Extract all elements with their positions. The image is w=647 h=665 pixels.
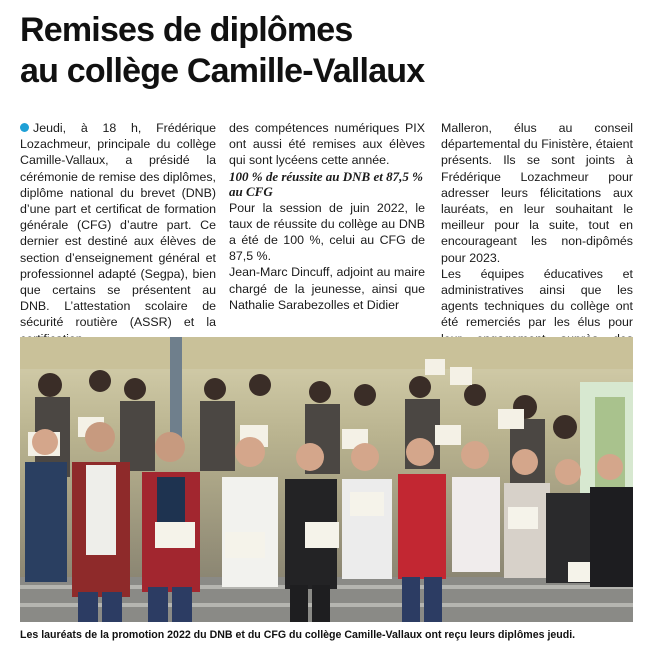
headline-line-1: Remises de diplômes xyxy=(20,11,353,49)
article-paragraph: Pour la session de juin 2022, le taux de réussite du collège au DNB a été de 100 %, celui au CFG de 87,5 %. xyxy=(229,200,425,264)
article-text-col1: Jeudi, à 18 h, Frédérique Lozachmeur, principale du collège Camille-Vallaux, a présidé la cérémonie de remise des diplômes, diplôme national du brevet (DNB) d’une part et certificat de formation générale (CFG) d’autre part. Ce dernier est destiné aux élèves de section d’enseignement général et professionnel adapté (Segpa), bien que certains se présentent au DNB. L’attestation scolaire de sécurité routière (ASSR) et la xyxy=(20,121,216,330)
photo-caption: Les lauréats de la promotion 2022 du DNB et du CFG du collège Camille-Vallaux ont reçu leurs diplômes jeudi. xyxy=(20,629,576,641)
article-column-3 xyxy=(441,120,633,363)
article-paragraph: Les équipes éducatives et administratives ainsi que les agents techniques du collège ont été remerciés par les élus pour xyxy=(441,266,633,330)
headline xyxy=(20,10,630,92)
article-column-2 xyxy=(229,120,425,313)
bullet-icon xyxy=(20,123,29,132)
headline-line-2: au collège Camille-Vallaux xyxy=(20,52,425,90)
article-paragraph: Jean-Marc Dincuff, adjoint au maire chargé de la jeunesse, ainsi que Nathalie Sarabezolles et Didier xyxy=(229,265,425,312)
article-paragraph xyxy=(20,120,216,347)
group-photo xyxy=(20,337,633,622)
article-paragraph: Malleron, élus au conseil départemental du Finistère, étaient présents. Ils se sont joints à Frédérique Lozachmeur pour adresser leurs félicitations aux lauréats, en leur souhaitant le meilleur pour la suite, tout en encourageant les non-dipômés pour 2023. xyxy=(441,121,633,265)
article-column-1 xyxy=(20,120,216,347)
article-subheading: 100 % de réussite au DNB et 87,5 % au CFG xyxy=(229,168,423,200)
article-paragraph: des compétences numériques PIX ont aussi été remises aux élèves qui sont lycéens cette année. xyxy=(229,121,425,168)
